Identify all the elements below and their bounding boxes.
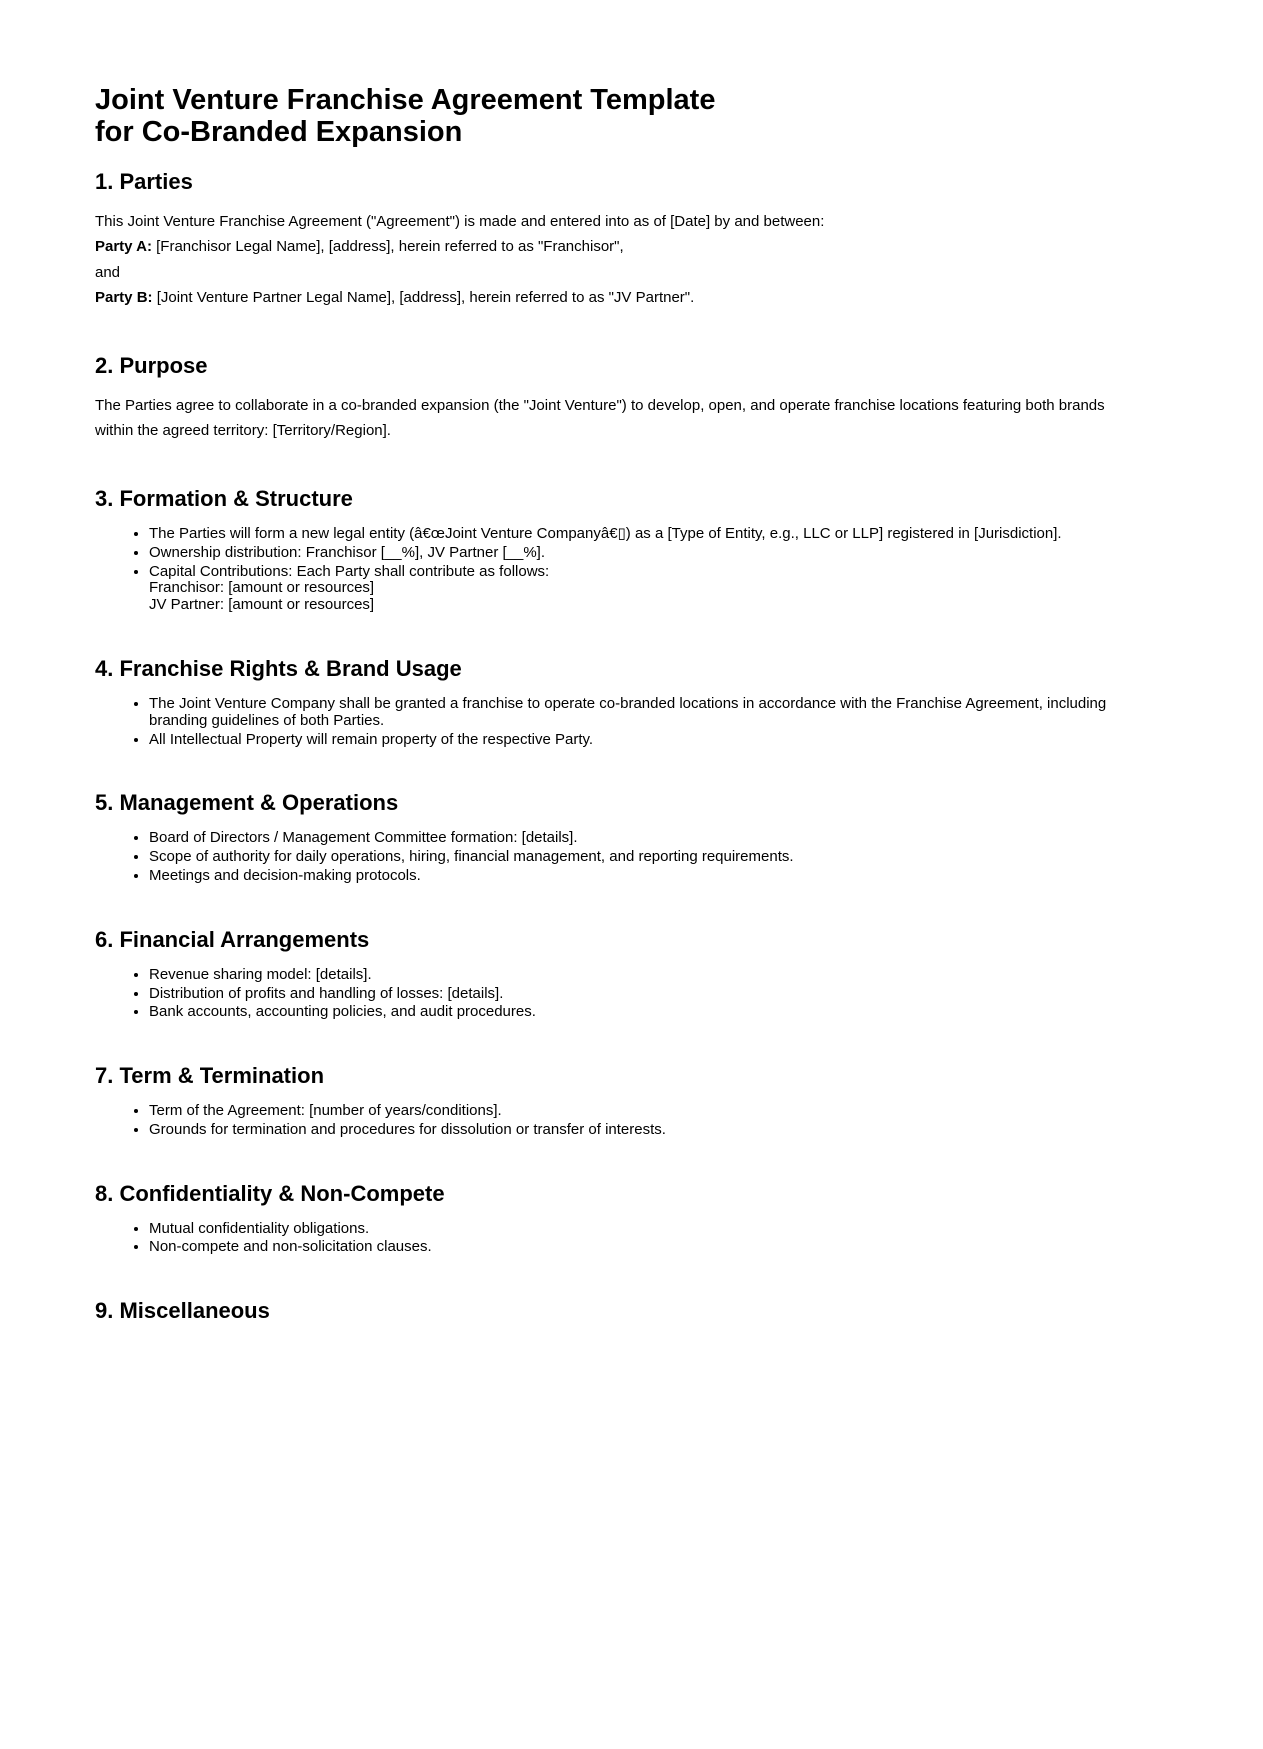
bullet-item: • All Intellectual Property will remain property of the respective Party. [149, 732, 1128, 749]
bullet-item: • The Joint Venture Company shall be granted a franchise to operate co-branded locations in accordance with the Franchise Agreement, including branding guidelines of both Parties. [149, 696, 1128, 730]
bullet-item: • Term of the Agreement: [number of years/conditions]. [149, 1103, 1128, 1120]
document-sections [95, 169, 1128, 1324]
section-heading: 7. Term & Termination [95, 1063, 325, 1089]
title-line-1: Joint Venture Franchise Agreement Template [95, 84, 716, 116]
paragraph: This Joint Venture Franchise Agreement ("Agreement") is made and entered into as of [Date] by and between: [95, 212, 825, 230]
bullet-item: • Distribution of profits and handling of losses: [details]. [149, 986, 1128, 1003]
section [95, 169, 1128, 311]
section-heading: 9. Miscellaneous [95, 1298, 270, 1324]
section [95, 1298, 1128, 1324]
bullet-list [95, 1103, 1128, 1139]
bullet-item: • Bank accounts, accounting policies, and audit procedures. [149, 1004, 1128, 1021]
section-heading: 8. Confidentiality & Non-Compete [95, 1180, 445, 1206]
section-heading: 6. Financial Arrangements [95, 926, 370, 952]
bullet-item: • Non-compete and non-solicitation clauses. [149, 1239, 1128, 1256]
bullet-item: • Capital Contributions: Each Party shall contribute as follows: Franchisor: [amount or resources] JV Partner: [amount or resources] [149, 564, 1128, 614]
bullet-item: • Grounds for termination and procedures for dissolution or transfer of interests. [149, 1122, 1128, 1139]
paragraph-lead: Party B: [95, 289, 153, 307]
section [95, 656, 1128, 748]
section [95, 1063, 1128, 1139]
document-title [95, 84, 1128, 149]
bullet-list [95, 526, 1128, 614]
paragraph-lead: Party A: [95, 238, 152, 256]
paragraph: and [95, 263, 121, 281]
paragraph: Party B: [Joint Venture Partner Legal Name], [address], herein referred to as "JV Partner". [95, 289, 695, 307]
bullet-item: • Revenue sharing model: [details]. [149, 967, 1128, 984]
bullet-item: • Ownership distribution: Franchisor [__%], JV Partner [__%]. [149, 545, 1128, 562]
bullet-item: • Meetings and decision-making protocols. [149, 868, 1128, 885]
section [95, 927, 1128, 1021]
bullet-list [95, 1221, 1128, 1257]
title-line-2: for Co-Branded Expansion [95, 116, 463, 149]
document-page [95, 84, 1128, 1324]
bullet-item: • Scope of authority for daily operations, hiring, financial management, and reporting requirements. [149, 849, 1128, 866]
paragraph: The Parties agree to collaborate in a co-branded expansion (the "Joint Venture") to develop, open, and operate franchise locations featuring both brands within the agreed territory: [Territory/Region]. [95, 396, 1105, 440]
section [95, 353, 1128, 444]
section [95, 1181, 1128, 1257]
section-heading: 5. Management & Operations [95, 790, 399, 816]
section-heading: 2. Purpose [95, 352, 208, 378]
bullet-list [95, 696, 1128, 748]
section-heading: 3. Formation & Structure [95, 485, 353, 511]
section-heading: 1. Parties [95, 168, 193, 194]
bullet-item: • Board of Directors / Management Committee formation: [details]. [149, 830, 1128, 847]
section-heading: 4. Franchise Rights & Brand Usage [95, 655, 462, 681]
bullet-item: • The Parties will form a new legal entity (â€œJoint Venture Companyâ€▯) as a [Type of Entity, e.g., LLC or LLP] registered in [Jurisdiction]. [149, 526, 1128, 543]
paragraph: Party A: [Franchisor Legal Name], [address], herein referred to as "Franchisor", [95, 238, 624, 256]
bullet-item: • Mutual confidentiality obligations. [149, 1221, 1128, 1238]
section [95, 486, 1128, 614]
bullet-list [95, 830, 1128, 884]
bullet-list [95, 967, 1128, 1021]
section [95, 790, 1128, 884]
